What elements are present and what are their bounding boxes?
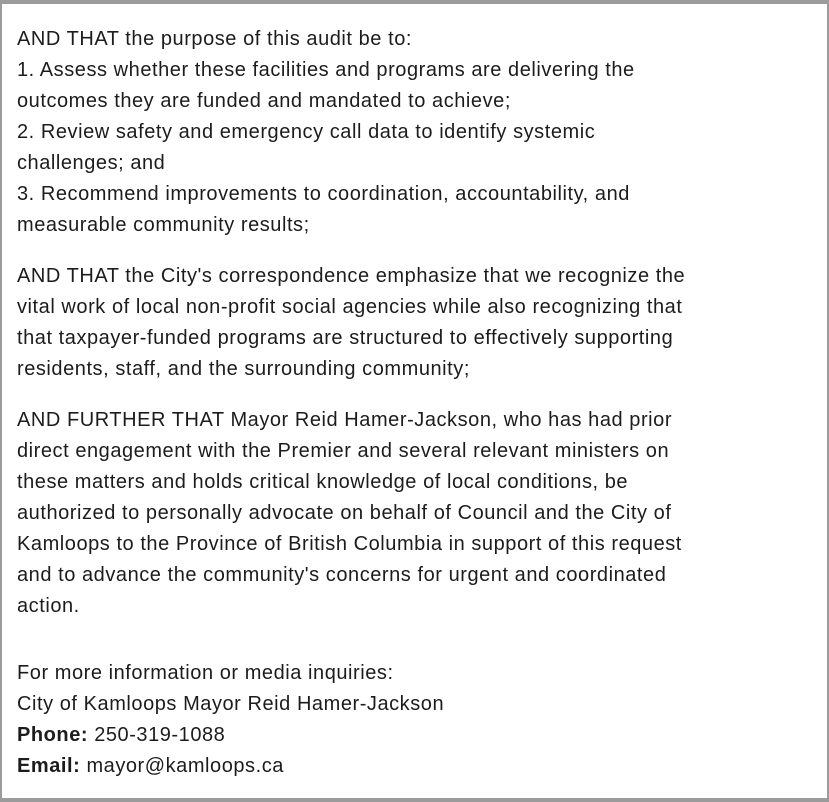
text-line: and to advance the community's concerns for urgent and coordinated <box>17 564 667 586</box>
text-line: AND FURTHER THAT Mayor Reid Hamer-Jackson, who has had prior <box>17 409 673 431</box>
email-value: mayor@kamloops.ca <box>86 755 284 777</box>
text-line: 2. Review safety and emergency call data to identify systemic <box>17 121 596 143</box>
text-line: authorized to personally advocate on behalf of Council and the City of <box>17 502 672 524</box>
contact-phone-line <box>17 720 819 751</box>
contact-block <box>17 658 819 782</box>
text-line: Kamloops to the Province of British Columbia in support of this request <box>17 533 682 555</box>
contact-name: City of Kamloops Mayor Reid Hamer-Jackson <box>17 693 445 715</box>
paragraph-mayor-authorization <box>17 405 819 622</box>
text-line: these matters and holds critical knowledge of local conditions, be <box>17 471 629 493</box>
email-label: Email: <box>17 755 81 777</box>
text-line: residents, staff, and the surrounding community; <box>17 358 470 380</box>
text-line: action. <box>17 595 80 617</box>
text-line: measurable community results; <box>17 214 310 236</box>
contact-intro: For more information or media inquiries: <box>17 662 394 684</box>
phone-value: 250-319-1088 <box>94 724 226 746</box>
text-line: challenges; and <box>17 152 166 174</box>
contact-email-line <box>17 751 819 782</box>
text-line: AND THAT the purpose of this audit be to: <box>17 28 412 50</box>
text-line: 3. Recommend improvements to coordination, accountability, and <box>17 183 630 205</box>
paragraph-correspondence <box>17 261 819 385</box>
text-line: direct engagement with the Premier and several relevant ministers on <box>17 440 670 462</box>
text-line: vital work of local non-profit social agencies while also recognizing that <box>17 296 683 318</box>
phone-label: Phone: <box>17 724 89 746</box>
text-line: 1. Assess whether these facilities and programs are delivering the <box>17 59 635 81</box>
text-line: outcomes they are funded and mandated to achieve; <box>17 90 511 112</box>
paragraph-audit-purpose <box>17 24 819 241</box>
text-line: that taxpayer-funded programs are structured to effectively supporting <box>17 327 674 349</box>
text-line: AND THAT the City's correspondence emphasize that we recognize the <box>17 265 686 287</box>
